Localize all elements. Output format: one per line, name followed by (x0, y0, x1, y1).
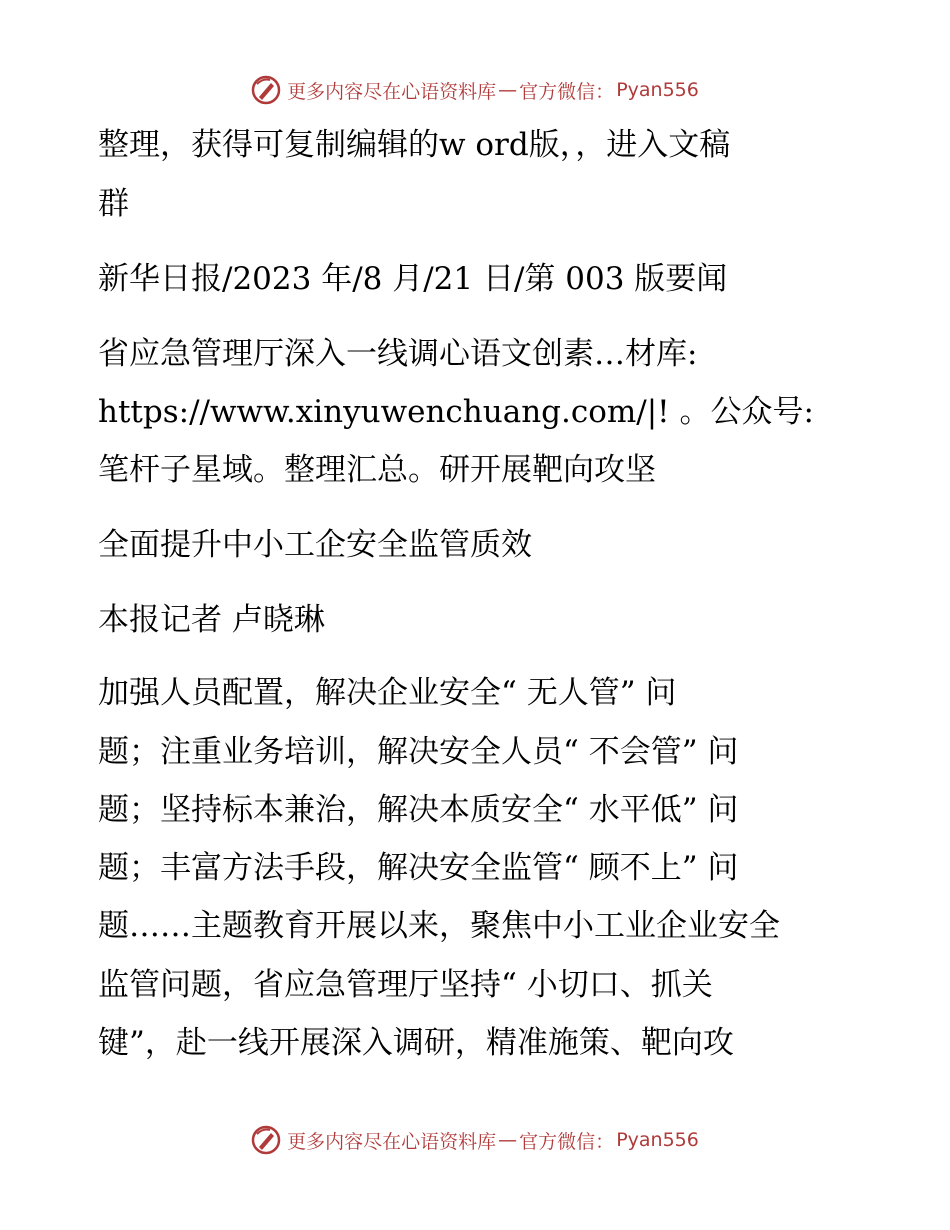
text-line-7-subtitle: 全面提升中小工企安全监管质效 (98, 527, 532, 563)
footer-watermark (0, 1120, 950, 1160)
pen-logo-icon (251, 75, 281, 105)
watermark-wechat-label: 官方微信： (519, 80, 615, 103)
watermark-wechat-label: 官方微信： (519, 1130, 615, 1153)
watermark-dash: — (498, 79, 518, 101)
text-line-1: 整理，获得可复制编辑的w ord版，，进入文稿 (98, 127, 731, 163)
watermark-text: 更多内容尽在心语资料库 (287, 1130, 497, 1153)
text-line-11: 题；坚持标本兼治，解决本质安全“ 水平低” 问 (98, 792, 739, 828)
text-line-6-title: 笔杆子星域。整理汇总。研开展靶向攻坚 (98, 452, 656, 488)
pen-logo-icon (251, 1125, 281, 1155)
watermark-wechat-id: Pyan556 (616, 1129, 699, 1151)
text-line-15: 键”，赴一线开展深入调研，精准施策、靶向攻 (98, 1025, 734, 1061)
text-line-5-url: https://www.xinyuwenchuang.com/|! 。公众号: (98, 394, 814, 430)
header-watermark (0, 70, 950, 110)
text-line-4-title: 省应急管理厅深入一线调心语文创素…材库: (98, 336, 698, 372)
text-line-8-byline: 本报记者 卢晓琳 (98, 602, 325, 638)
text-line-9: 加强人员配置，解决企业安全“ 无人管” 问 (98, 675, 677, 711)
text-line-10: 题；注重业务培训，解决安全人员“ 不会管” 问 (98, 734, 739, 770)
text-line-2: 群 (98, 186, 129, 222)
watermark-dash: — (498, 1129, 518, 1151)
text-line-12: 题；丰富方法手段，解决安全监管“ 顾不上” 问 (98, 850, 739, 886)
text-line-14: 监管问题，省应急管理厅坚持“ 小切口、抓关 (98, 967, 713, 1003)
watermark-text: 更多内容尽在心语资料库 (287, 80, 497, 103)
text-line-3-source: 新华日报/2023 年/8 月/21 日/第 003 版要闻 (98, 261, 728, 297)
text-line-13: 题……主题教育开展以来，聚焦中小工业企业安全 (98, 908, 780, 944)
watermark-wechat-id: Pyan556 (616, 79, 699, 101)
